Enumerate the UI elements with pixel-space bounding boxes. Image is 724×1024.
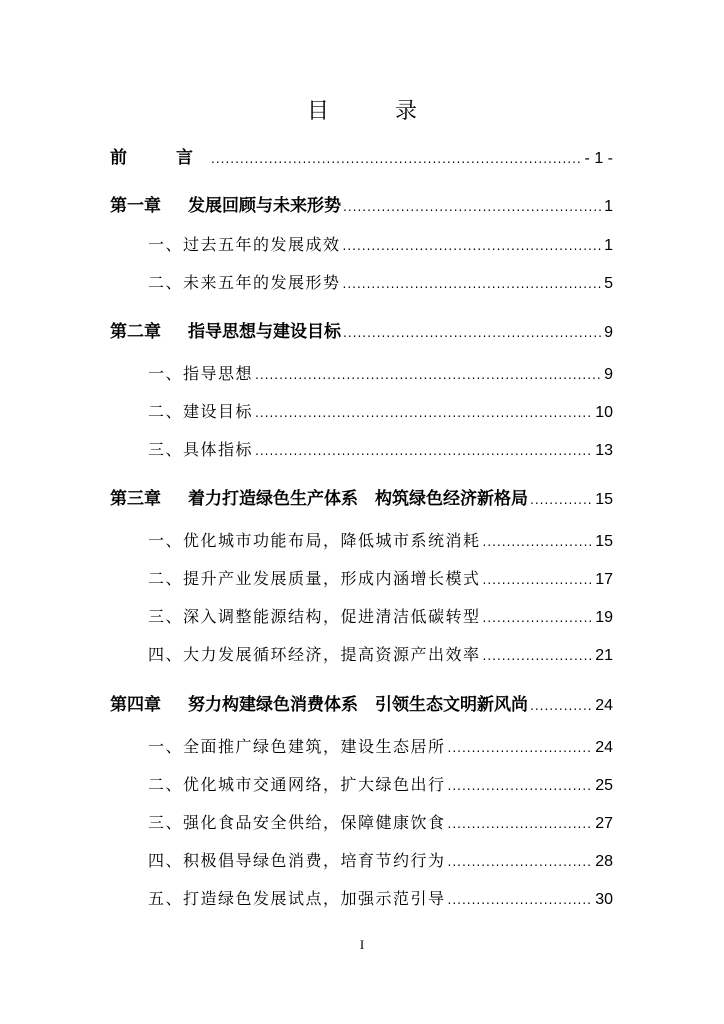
toc-entry-section[interactable] bbox=[148, 605, 613, 629]
toc-page-number: 5 bbox=[604, 275, 613, 292]
toc-page-number: 1 bbox=[604, 198, 613, 215]
toc-entry-chapter[interactable] bbox=[110, 487, 613, 511]
leader-dots bbox=[448, 774, 594, 798]
toc-entry-label bbox=[110, 320, 341, 344]
toc-entry-label: 四、积极倡导绿色消费，培育节约行为 bbox=[148, 851, 446, 870]
leader-dots bbox=[448, 888, 594, 912]
leader-dots bbox=[211, 147, 583, 171]
toc-page-number: 10 bbox=[595, 404, 613, 421]
toc-entry-section[interactable] bbox=[148, 849, 613, 873]
toc-entry-label: 四、大力发展循环经济，提高资源产出效率 bbox=[148, 645, 481, 664]
toc-page-number: 15 bbox=[595, 491, 613, 508]
chapter-number: 第三章 bbox=[110, 489, 161, 509]
leader-dots bbox=[483, 606, 594, 630]
toc-entry-chapter[interactable] bbox=[110, 693, 613, 717]
toc-entry-label: 一、指导思想 bbox=[148, 364, 254, 383]
toc-entry-label: 一、过去五年的发展成效 bbox=[148, 235, 341, 254]
toc-page-number: 30 bbox=[595, 891, 613, 908]
toc-entry-section[interactable] bbox=[148, 438, 613, 462]
leader-dots bbox=[343, 234, 603, 258]
toc-page-number: 15 bbox=[595, 533, 613, 550]
toc-entry-label: 三、强化食品安全供给，保障健康饮食 bbox=[148, 813, 446, 832]
toc-entry-section[interactable] bbox=[148, 887, 613, 911]
leader-dots bbox=[530, 694, 593, 718]
toc-page-number: 17 bbox=[595, 571, 613, 588]
leader-dots bbox=[530, 488, 593, 512]
leader-dots bbox=[448, 812, 594, 836]
leader-dots bbox=[483, 530, 594, 554]
toc-entry-label: 一、全面推广绿色建筑，建设生态居所 bbox=[148, 737, 446, 756]
page-footer-number: I bbox=[359, 937, 365, 952]
toc-page-number: 21 bbox=[595, 647, 613, 664]
chapter-title: 发展回顾与未来形势 bbox=[188, 196, 341, 216]
toc-page-number: 19 bbox=[595, 609, 613, 626]
toc-entry-section[interactable] bbox=[148, 400, 613, 424]
toc-entry-section[interactable] bbox=[148, 773, 613, 797]
toc-entry-label: 二、提升产业发展质量，形成内涵增长模式 bbox=[148, 569, 481, 588]
toc-entry-label: 五、打造绿色发展试点，加强示范引导 bbox=[148, 889, 446, 908]
toc-entry-section[interactable] bbox=[148, 643, 613, 667]
leader-dots bbox=[343, 321, 602, 345]
toc-entry-section[interactable] bbox=[148, 567, 613, 591]
toc-entry-section[interactable] bbox=[148, 271, 613, 295]
chapter-number: 第一章 bbox=[110, 196, 161, 216]
toc-page-number: 13 bbox=[595, 442, 613, 459]
toc-entry-label: 二、未来五年的发展形势 bbox=[148, 273, 341, 292]
chapter-number: 第二章 bbox=[110, 322, 161, 342]
toc-entry-label: 前 言 bbox=[110, 148, 209, 168]
toc-title: 目 录 bbox=[306, 99, 439, 124]
toc-entry-section[interactable] bbox=[148, 233, 613, 257]
leader-dots bbox=[448, 736, 594, 760]
leader-dots bbox=[255, 401, 593, 425]
toc-page-number: 24 bbox=[595, 739, 613, 756]
toc-page-number: 28 bbox=[595, 853, 613, 870]
toc-entry-label bbox=[110, 194, 341, 218]
toc-page-number: 25 bbox=[595, 777, 613, 794]
leader-dots bbox=[255, 439, 593, 463]
leader-dots bbox=[255, 363, 602, 387]
toc-page-number: 1 bbox=[604, 237, 613, 254]
toc-entry-label: 一、优化城市功能布局，降低城市系统消耗 bbox=[148, 531, 481, 550]
chapter-title: 努力构建绿色消费体系 引领生态文明新风尚 bbox=[188, 695, 528, 715]
leader-dots bbox=[343, 272, 603, 296]
toc-entry-preface[interactable] bbox=[110, 146, 613, 170]
chapter-number: 第四章 bbox=[110, 695, 161, 715]
chapter-title: 着力打造绿色生产体系 构筑绿色经济新格局 bbox=[188, 489, 528, 509]
toc-entry-label bbox=[110, 487, 528, 511]
toc-page-number: 9 bbox=[604, 366, 613, 383]
toc-page-number: - 1 - bbox=[584, 150, 613, 167]
chapter-title: 指导思想与建设目标 bbox=[188, 322, 341, 342]
toc-entry-label: 二、优化城市交通网络，扩大绿色出行 bbox=[148, 775, 446, 794]
toc-entry-section[interactable] bbox=[148, 735, 613, 759]
toc-entry-section[interactable] bbox=[148, 529, 613, 553]
toc-entry-label: 三、深入调整能源结构，促进清洁低碳转型 bbox=[148, 607, 481, 626]
leader-dots bbox=[483, 644, 594, 668]
toc-page-number: 27 bbox=[595, 815, 613, 832]
toc-entry-chapter[interactable] bbox=[110, 194, 613, 218]
toc-page-number: 9 bbox=[604, 324, 613, 341]
toc-entry-label: 三、具体指标 bbox=[148, 440, 254, 459]
leader-dots bbox=[448, 850, 594, 874]
toc-entry-chapter[interactable] bbox=[110, 320, 613, 344]
toc-page-number: 24 bbox=[595, 697, 613, 714]
toc-entry-section[interactable] bbox=[148, 362, 613, 386]
toc-entry-label bbox=[110, 693, 528, 717]
leader-dots bbox=[343, 195, 602, 219]
leader-dots bbox=[483, 568, 594, 592]
toc-entry-label: 二、建设目标 bbox=[148, 402, 254, 421]
toc-entry-section[interactable] bbox=[148, 811, 613, 835]
